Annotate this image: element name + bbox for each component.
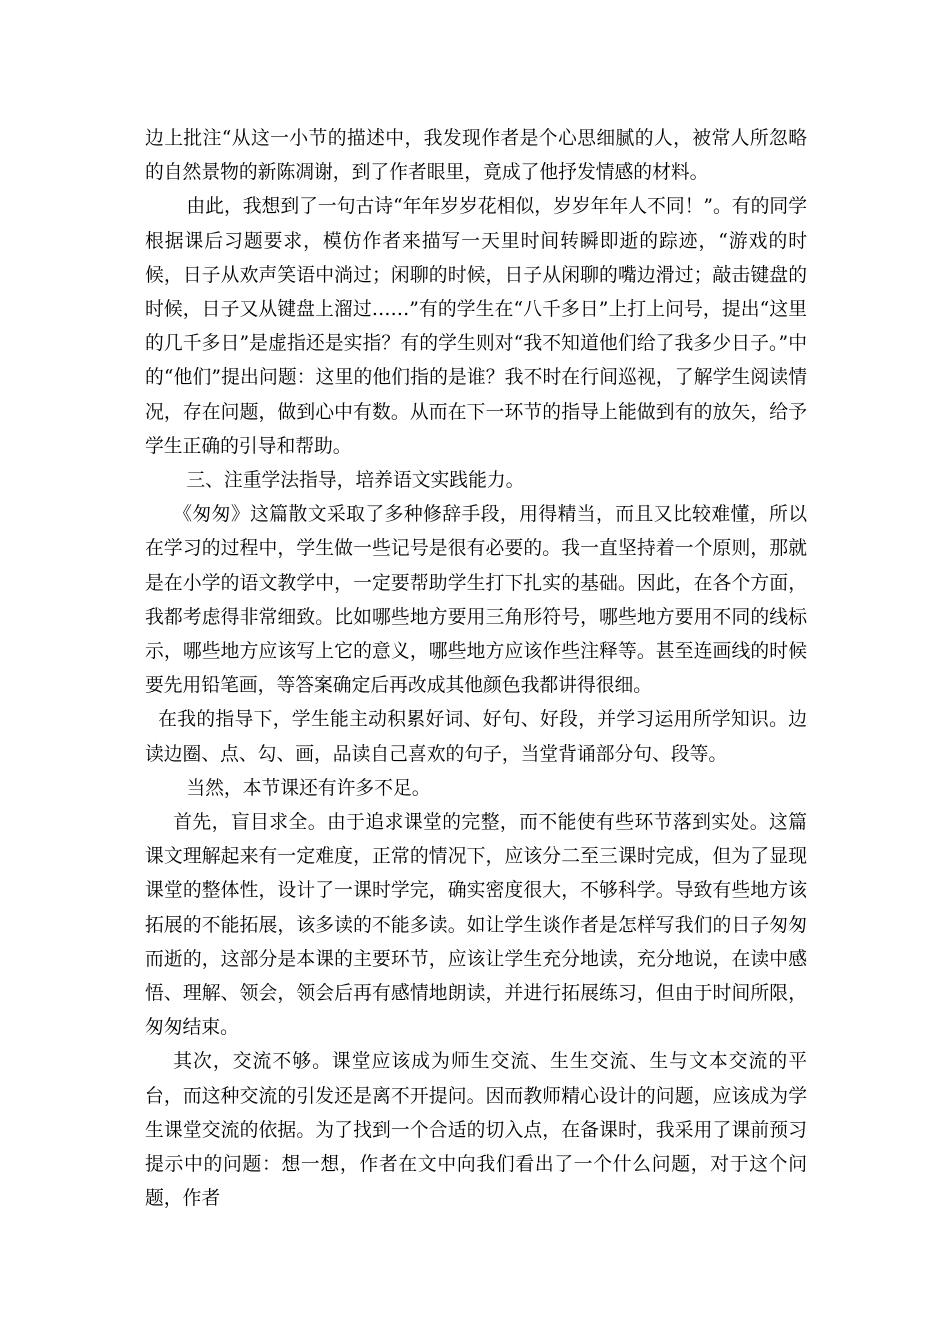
paragraph-2: 由此，我想到了一句古诗“年年岁岁花相似，岁岁年年人不同！”。有的同学根据课后习题要求，模仿作者来描写一天里时间转瞬即逝的踪迹，“游戏的时候，日子从欢声笑语中淌过；闲聊的时候，日子从闲聊的嘴边滑过；敲击键盘的时候，日子又从键盘上溜过……”有的学生在“八千多日”上打上问号，提出“这里的几千多日”是虚指还是实指？有的学生则对“我不知道他们给了我多少日子。”中的“他们”提出问题：这里的他们指的是谁？我不时在行间巡视，了解学生阅读情况，存在问题，做到心中有数。从而在下一环节的指导上能做到有的放矢，给予学生正确的引导和帮助。 (145, 196, 807, 457)
paragraph-1: 边上批注“从这一小节的描述中，我发现作者是个心思细腻的人，被常人所忽略的自然景物的新陈凋谢，到了作者眼里，竟成了他抒发情感的材料。 (145, 128, 807, 184)
paragraph-6: 首先，盲目求全。由于追求课堂的完整，而不能使有些环节落到实处。这篇课文理解起来有一定难度，正常的情况下，应该分二至三课时完成，但为了显现课堂的整体性，设计了一课时学完，确实密度很大，不够科学。导致有些地方该拓展的不能拓展，该多读的不能多读。如让学生谈作者是怎样写我们的日子匆匆而逝的，这部分是本课的主要环节，应该让学生充分地读，充分地说，在读中感悟、理解、领会，领会后再有感情地朗读，并进行拓展练习，但由于时间所限，匆匆结束。 (145, 812, 807, 1039)
paragraph-5: 当然，本节课还有许多不足。 (186, 777, 431, 799)
paragraph-3: 《匆匆》这篇散文采取了多种修辞手段，用得精当，而且又比较难懂，所以在学习的过程中，学生做一些记号是很有必要的。我一直坚持着一个原则，那就是在小学的语文教学中，一定要帮助学生打下扎实的基础。因此，在各个方面，我都考虑得非常细致。比如哪些地方要用三角形符号，哪些地方要用不同的线标示，哪些地方应该写上它的意义，哪些地方应该作些注释等。甚至连画线的时候要先用铅笔画，等答案确定后再改成其他颜色我都讲得很细。 (145, 504, 807, 697)
section-heading: 三、注重学法指导，培养语文实践能力。 (186, 470, 525, 492)
paragraph-4: 在我的指导下，学生能主动积累好词、好句、好段，并学习运用所学知识。边读边圈、点、勾、画，品读自己喜欢的句子，当堂背诵部分句、段等。 (145, 709, 807, 765)
paragraph-7: 其次，交流不够。课堂应该成为师生交流、生生交流、生与文本交流的平台，而这种交流的引发还是离不开提问。因而教师精心设计的问题，应该成为学生课堂交流的依据。为了找到一个合适的切入点，在备课时，我采用了课前预习提示中的问题：想一想，作者在文中向我们看出了一个什么问题，对于这个问题，作者 (145, 1051, 807, 1210)
document-body (145, 122, 807, 1217)
